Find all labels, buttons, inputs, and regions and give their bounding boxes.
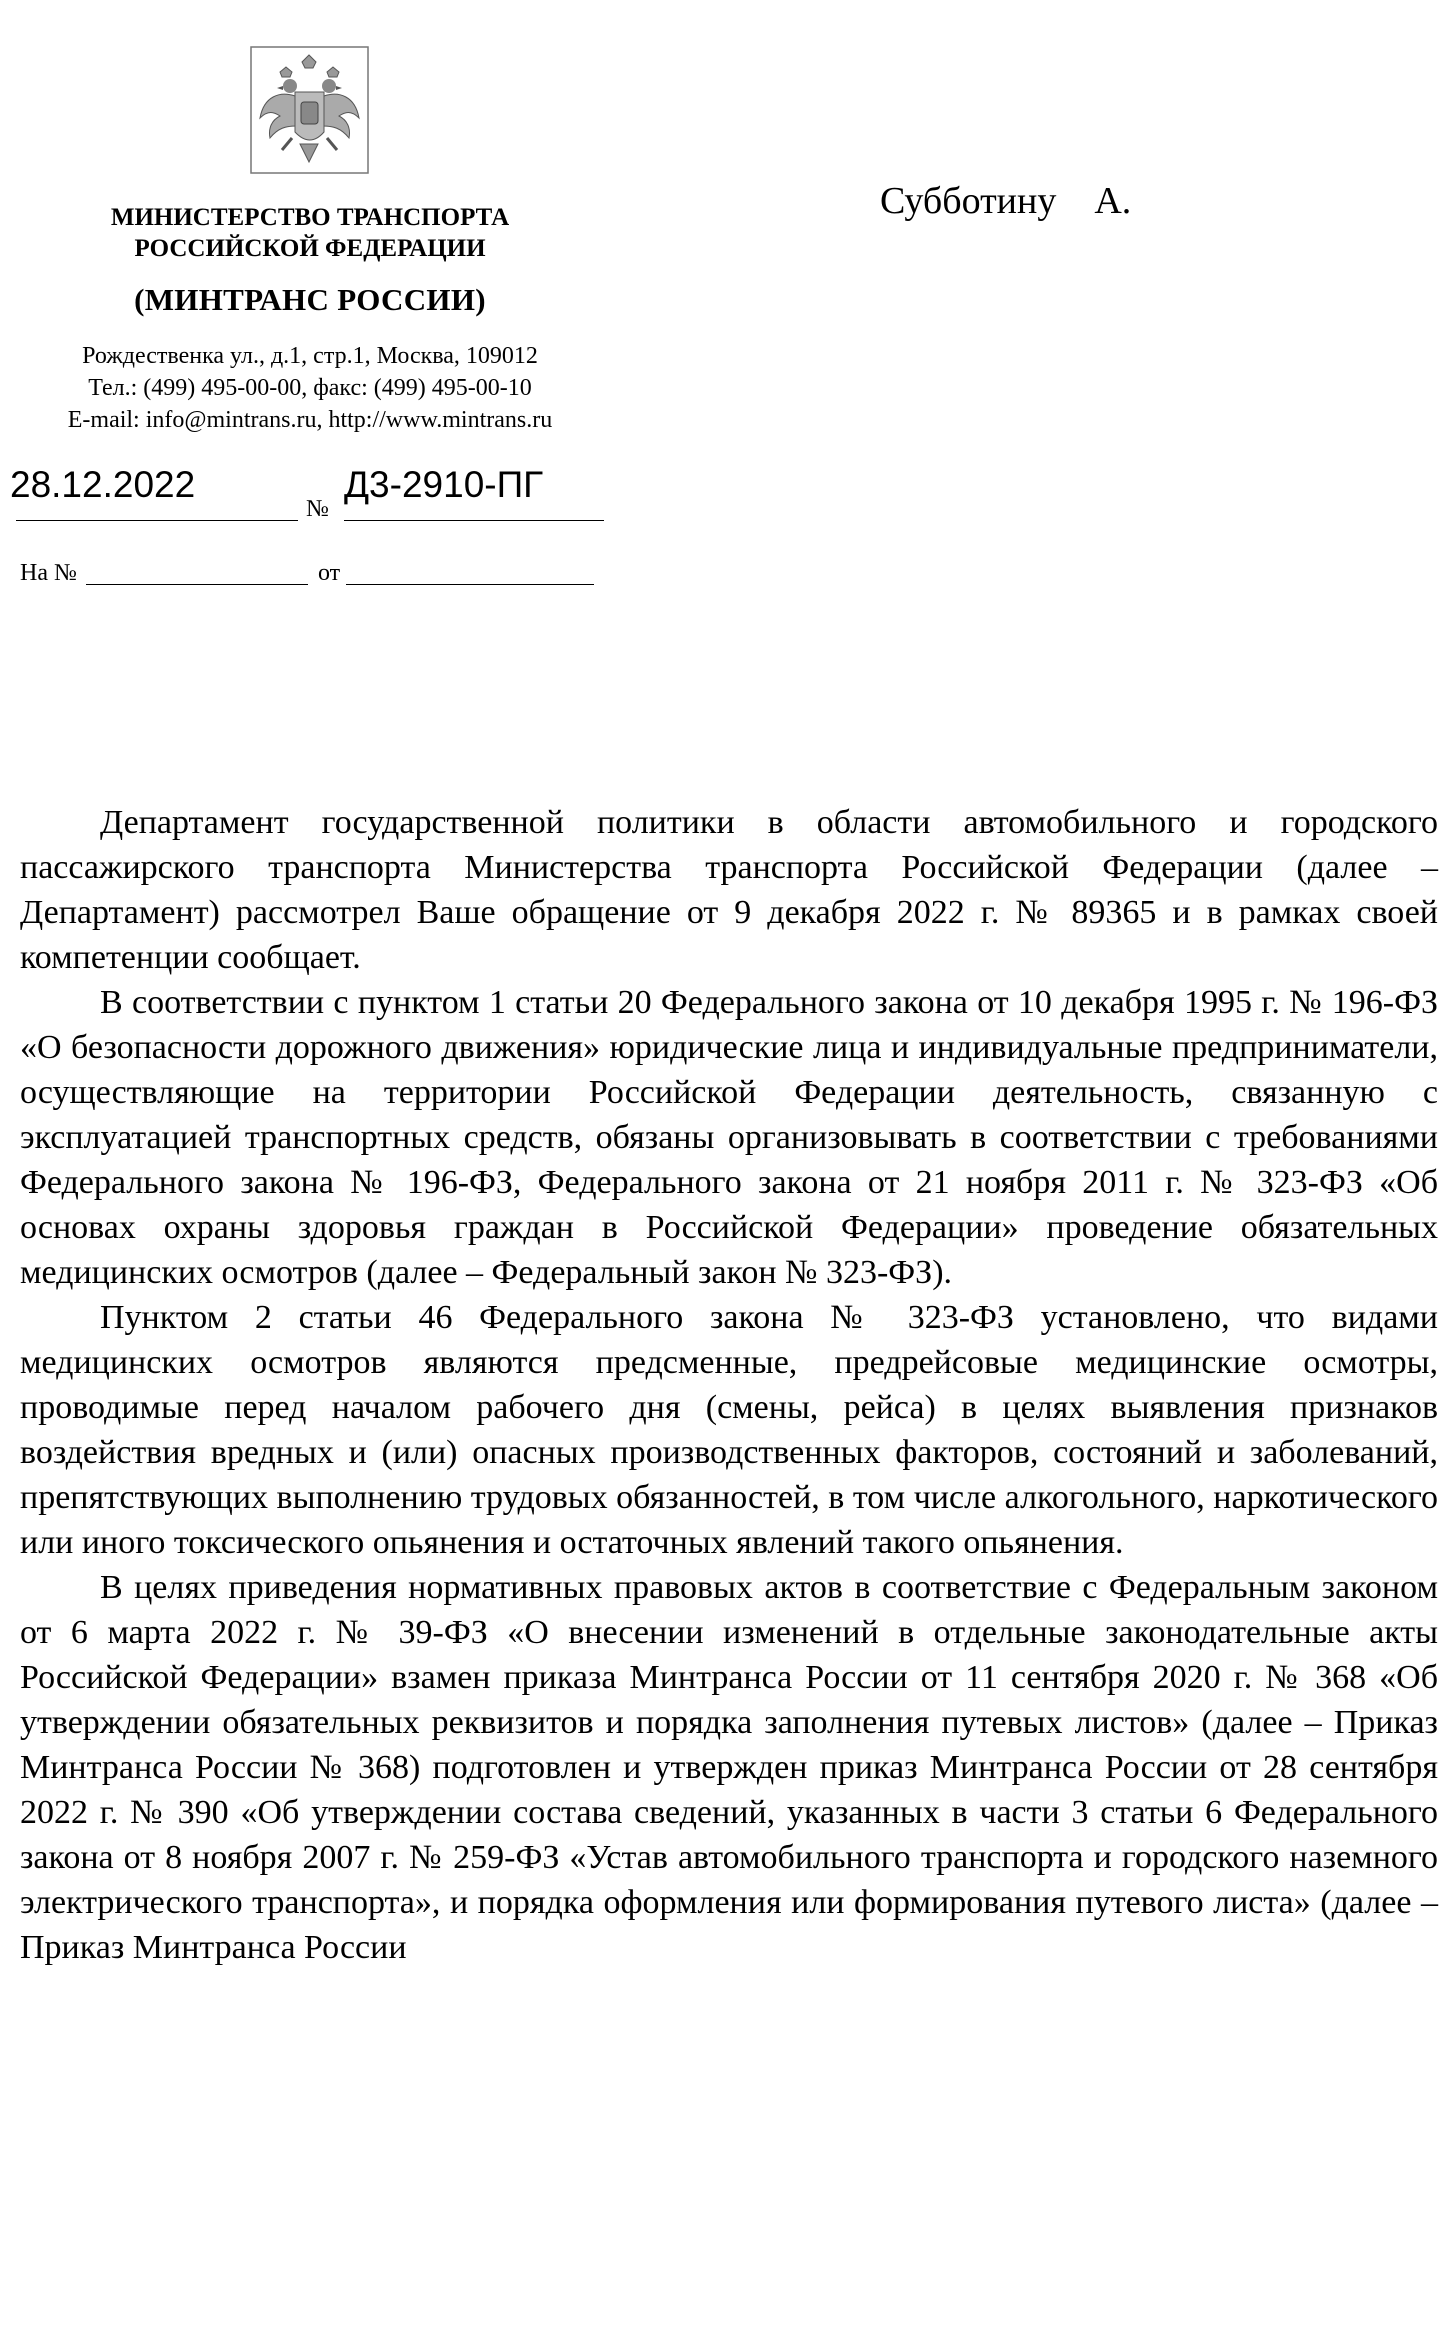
body-paragraph: Департамент государственной политики в области автомобильного и городского пассажирского транспорта Министерства транспорта Российской Федерации (далее – Департамент) рассмотрел Ваше обращение от 9 декабря 2022 г. № 89365 и в рамках своей компетенции сообщает. [20,804,1438,976]
letter-body [20,800,1438,1970]
registration-block [10,454,610,534]
number-label: № [306,496,329,522]
contact-web-line: E-mail: info@mintrans.ru, http://www.mintrans.ru [67,407,553,433]
ministry-name-line1: МИНИСТЕРСТВО ТРАНСПОРТА [110,204,510,231]
document-date: 28.12.2022 [10,464,196,505]
recipient-name: Субботину А. [880,180,1132,222]
body-paragraph: В целях приведения нормативных правовых актов в соответствие с Федеральным законом от 6 марта 2022 г. № 39-ФЗ «О внесении изменений в отдельные законодательные акты Российской Федерации» взамен приказа Минтранса России от 11 сентября 2020 г. № 368 «Об утверждении обязательных реквизитов и порядка заполнения путевых листов» (далее – Приказ Минтранса России № 368) подготовлен и утвержден приказ Минтранса России от 28 сентября 2022 г. № 390 «Об утверждении состава сведений, указанных в части 3 статьи 6 Федерального закона от 8 ноября 2007 г. № 259-ФЗ «Устав автомобильного транспорта и городского наземного электрического транспорта», и порядка оформления или формирования путевого листа» (далее – Приказ Минтранса России [20,1569,1438,1966]
russian-coat-of-arms-icon [250,46,369,174]
ministry-short-name: (МИНТРАНС РОССИИ) [134,282,486,317]
ministry-name-line2: РОССИЙСКОЙ ФЕДЕРАЦИИ [134,235,486,262]
reply-reference [20,560,600,590]
contact-phone-line: Тел.: (499) 495-00-00, факс: (499) 495-00-10 [88,375,532,401]
body-paragraph: В соответствии с пунктом 1 статьи 20 Федерального закона от 10 декабря 1995 г. № 196-ФЗ «О безопасности дорожного движения» юридические лица и индивидуальные предприниматели, осуществляющие на территории Российской Федерации деятельность, связанную с эксплуатацией транспортных средств, обязаны организовывать в соответствии с требованиями Федерального закона № 196-ФЗ, Федерального закона от 21 ноября 2011 г. № 323-ФЗ «Об основах охраны здоровья граждан в Российской Федерации» проведение обязательных медицинских осмотров (далее – Федеральный закон № 323-ФЗ). [20,984,1438,1291]
document-number: Д3-2910-ПГ [344,464,544,505]
reply-date-underline [346,584,594,585]
address-line: Рождественка ул., д.1, стр.1, Москва, 109012 [82,343,538,369]
reply-to-label: На № [20,560,77,586]
body-paragraph: Пунктом 2 статьи 46 Федерального закона № 323-ФЗ установлено, что видами медицинских осмотров являются предсменные, предрейсовые медицинские осмотры, проводимые перед началом рабочего дня (смены, рейса) в целях выявления признаков воздействия вредных и (или) опасных производственных факторов, состояний и заболеваний, препятствующих выполнению трудовых обязанностей, в том числе алкогольного, наркотического или иного токсического опьянения и остаточных явлений такого опьянения. [20,1299,1438,1561]
reply-from-label: от [318,560,341,586]
date-underline [16,520,298,521]
ministry-name [0,202,620,318]
number-underline [344,520,604,521]
reply-number-underline [86,584,308,585]
ministry-address [0,340,620,436]
